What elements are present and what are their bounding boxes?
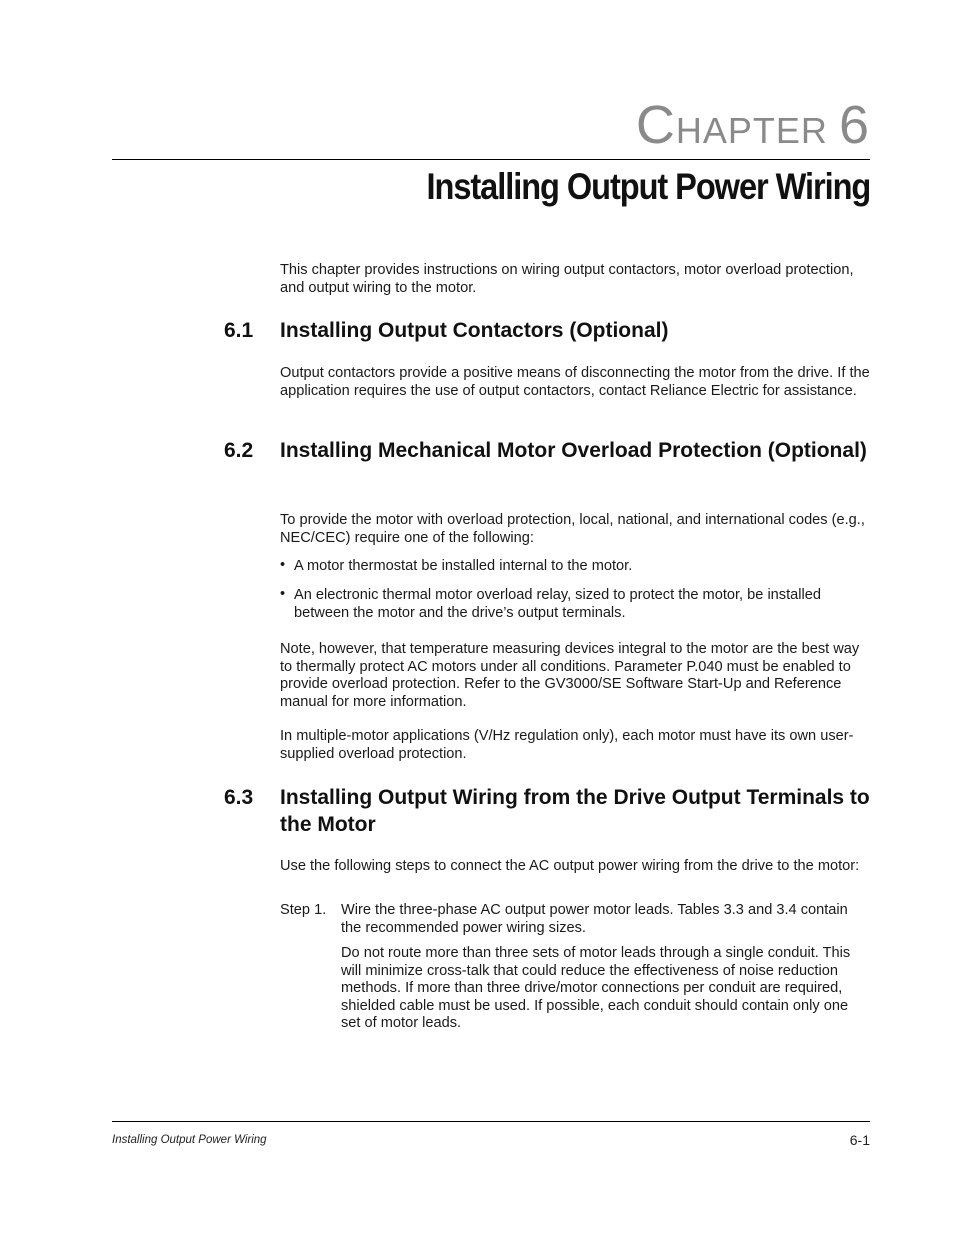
bullet-icon: •: [280, 557, 286, 573]
list-item: [280, 587, 870, 622]
chapter-number: 6: [838, 95, 870, 155]
step-detail: Do not route more than three sets of motor leads through a single conduit. This will minimize cross-talk that could reduce the effectiveness of noise reduction methods. If more than three drive/motor connections per conduit are required, shielded cable must be used. If possible, each conduit should contain only one set of motor leads.: [341, 945, 851, 1031]
list-item: [280, 558, 870, 576]
intro-paragraph: This chapter provides instructions on wiring output contactors, motor overload protection, and output wiring to the motor.: [280, 262, 854, 296]
section-title: Installing Mechanical Motor Overload Protection (Optional): [280, 439, 867, 462]
footer-title: Installing Output Power Wiring: [112, 1134, 267, 1146]
section-6-3-heading: [224, 784, 870, 838]
section-6-2-note: Note, however, that temperature measuring devices integral to the motor are the best way to thermally protect AC motors under all conditions. Parameter P.040 must be enabled to provide overload protection. Refer to the GV3000/SE Software Start-Up and Reference manual for more information.: [280, 641, 860, 710]
section-6-2-multi-motor: In multiple-motor applications (V/Hz regulation only), each motor must have its own user-supplied overload protection.: [280, 728, 854, 762]
chapter-title: Installing Output Power Wiring: [426, 166, 870, 207]
top-divider: [112, 159, 870, 160]
step-text: Wire the three-phase AC output power motor leads. Tables 3.3 and 3.4 contain the recommended power wiring sizes.: [341, 902, 848, 936]
section-6-2-paragraph: To provide the motor with overload protection, local, national, and international codes (e.g., NEC/CEC) require one of the following:: [280, 512, 865, 546]
section-number: 6.2: [224, 439, 254, 462]
list-item-text: An electronic thermal motor overload relay, sized to protect the motor, be installed between the motor and the drive’s output terminals.: [294, 587, 821, 621]
step-label: Step 1.: [280, 902, 327, 918]
step-item: [280, 902, 870, 937]
bottom-divider: [112, 1121, 870, 1122]
section-6-1-paragraph: Output contactors provide a positive means of disconnecting the motor from the drive. If the application requires the use of output contactors, contact Reliance Electric for assistance.: [280, 365, 870, 399]
section-6-2-heading: [224, 437, 870, 464]
page-number: 6-1: [849, 1132, 870, 1148]
section-6-3-paragraph: Use the following steps to connect the AC output power wiring from the drive to the motor:: [280, 858, 860, 874]
section-6-1-heading: [224, 317, 870, 344]
chapter-label: [635, 95, 870, 155]
bullet-icon: •: [280, 586, 286, 602]
list-item-text: A motor thermostat be installed internal to the motor.: [294, 558, 633, 574]
chapter-label-initial: C: [635, 95, 676, 155]
section-number: 6.1: [224, 319, 254, 342]
section-title: Installing Output Wiring from the Drive Output Terminals to the Motor: [280, 786, 870, 836]
section-number: 6.3: [224, 786, 254, 809]
chapter-label-rest: HAPTER: [675, 110, 828, 151]
section-title: Installing Output Contactors (Optional): [280, 319, 669, 342]
